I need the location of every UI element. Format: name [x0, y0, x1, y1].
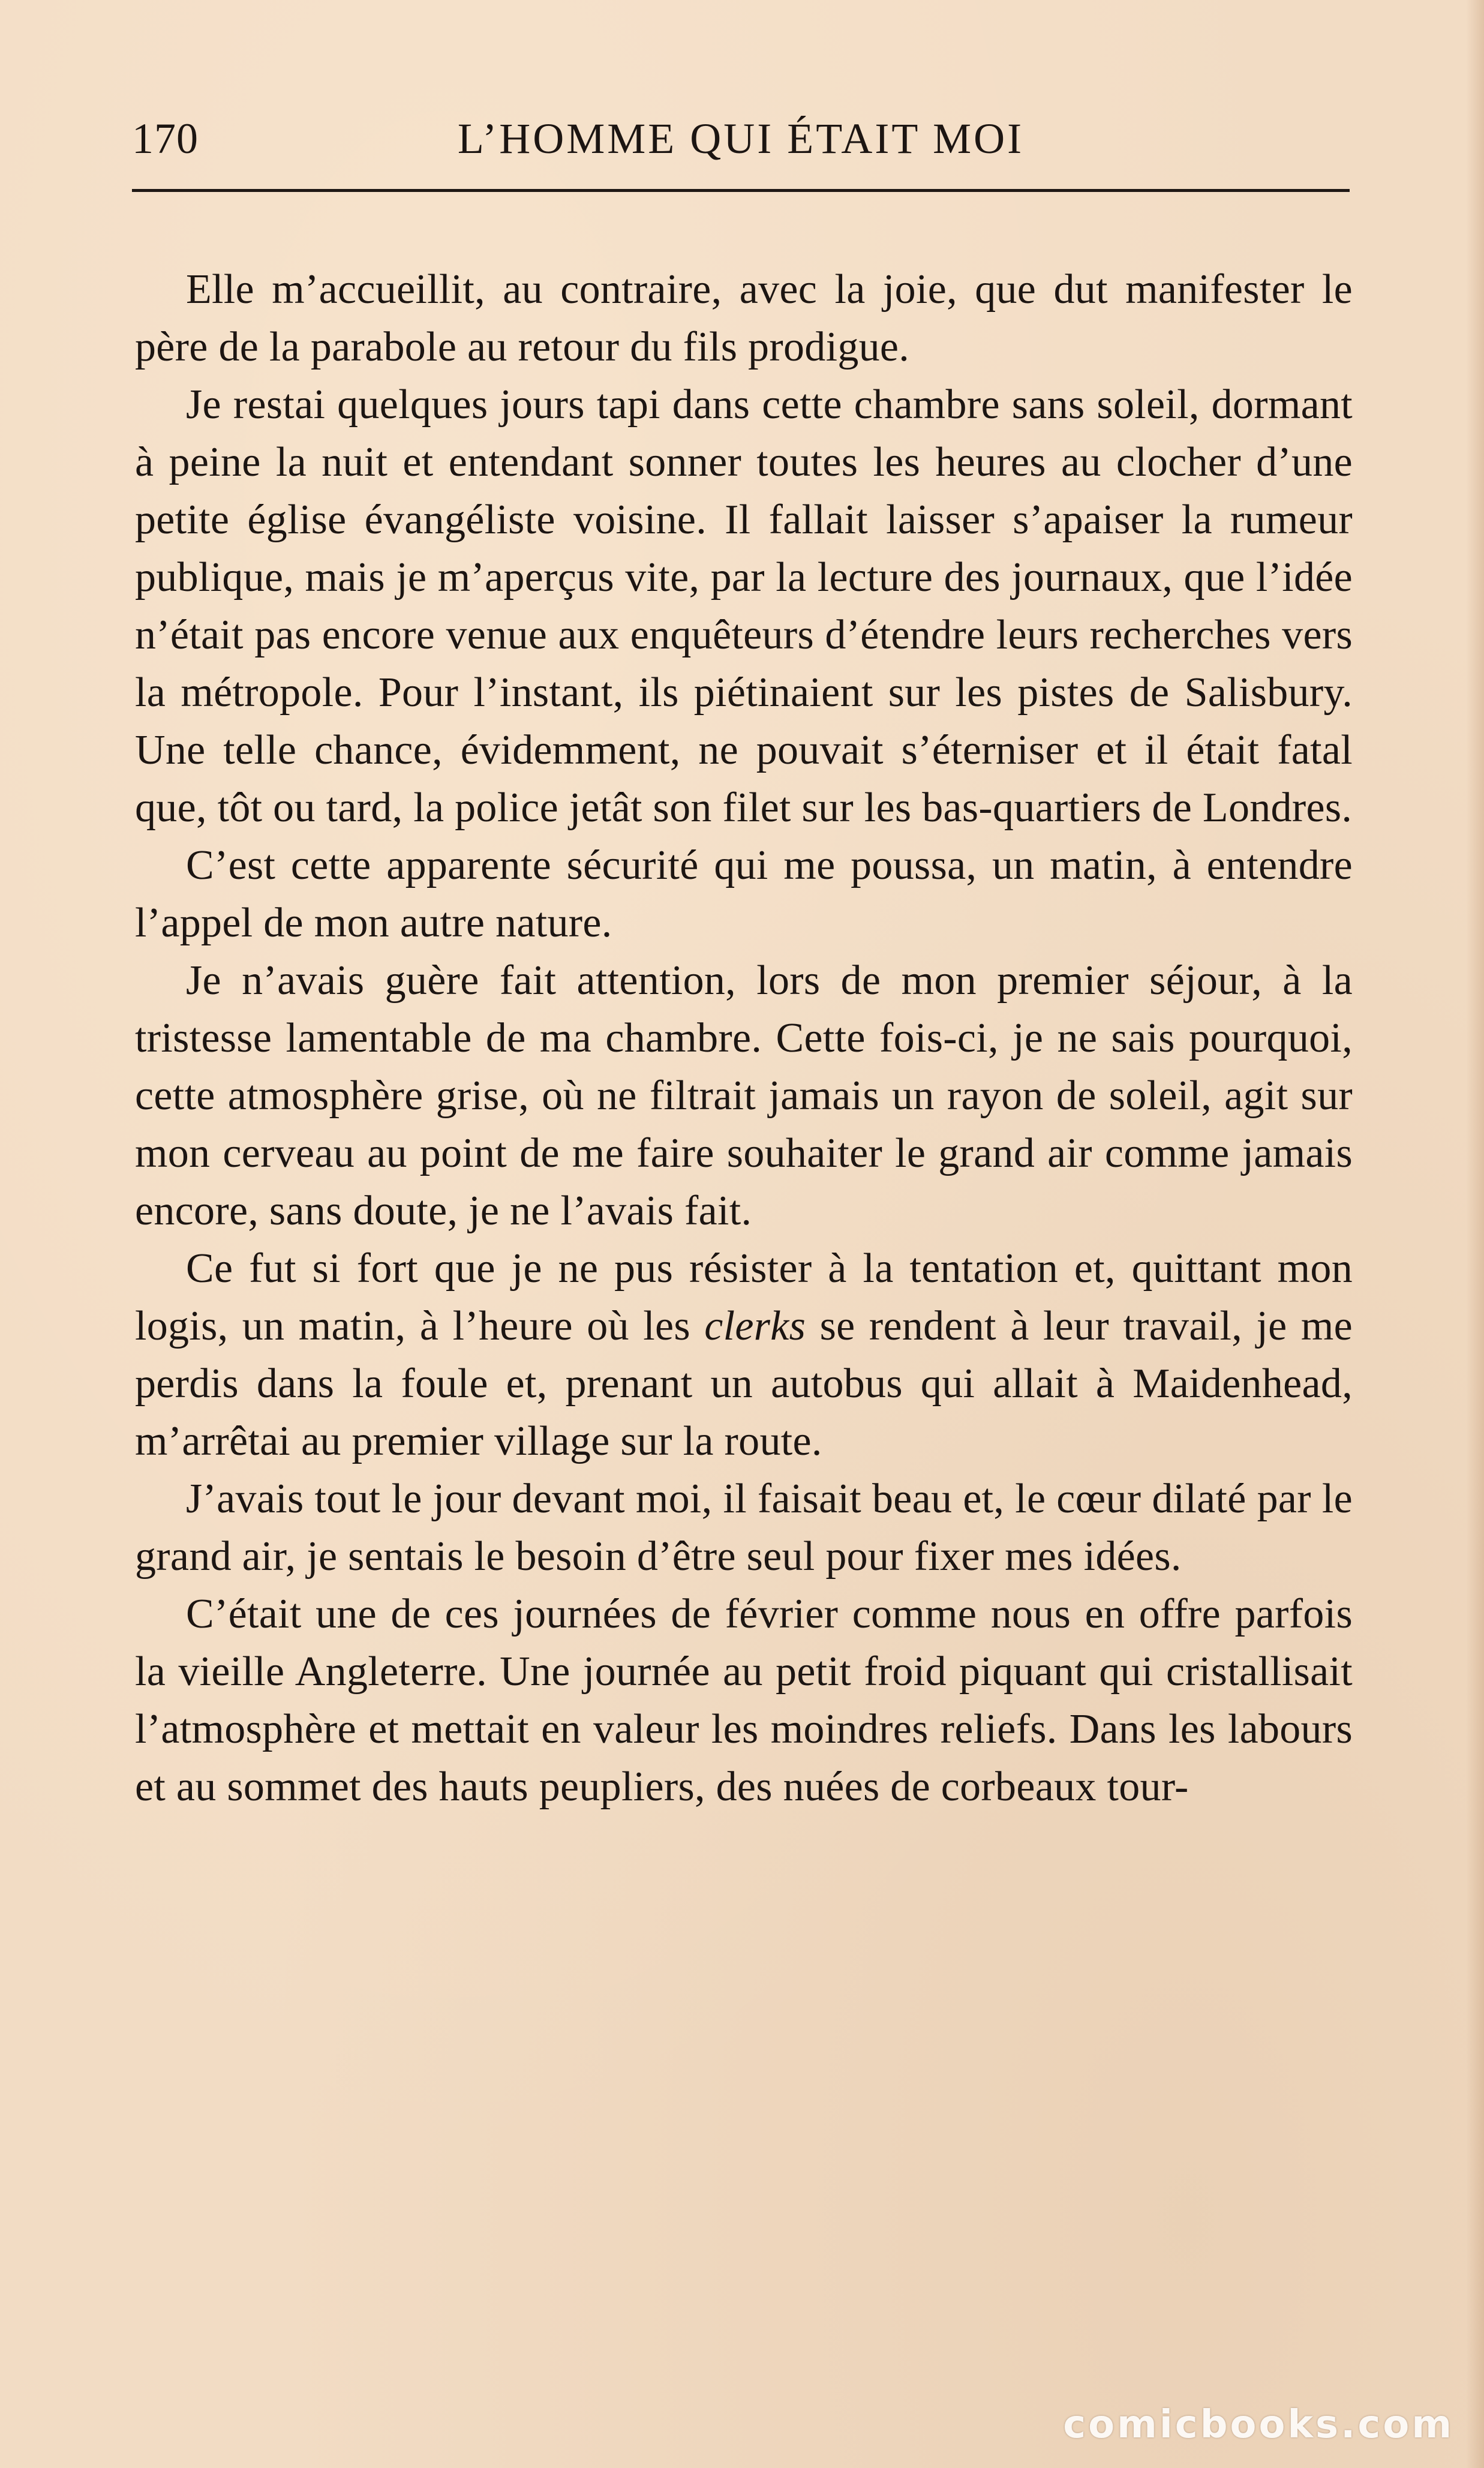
page-number: 170 [132, 115, 199, 163]
page-header [132, 108, 1350, 180]
paragraph: J’avais tout le jour devant moi, il faisait beau et, le cœur dilaté par le grand air, je sentais le besoin d’être seul pour fixer mes idées. [135, 1476, 1353, 1580]
paragraph-text-after: se rendent à leur travail, je me perdis dans la foule et, prenant un autobus qui allait à Maidenhead, m’arrêtai au premier village sur la route. [135, 1303, 1353, 1464]
paragraph: Elle m’accueillit, au contraire, avec la joie, que dut manifester le père de la parabole au retour du fils prodigue. [135, 266, 1353, 370]
paragraph: C’est cette apparente sécurité qui me poussa, un matin, à entendre l’appel de mon autre nature. [135, 842, 1353, 946]
italic-word: clerks [704, 1303, 806, 1349]
paragraph-with-italic [135, 1240, 1353, 1470]
paragraph: Je restai quelques jours tapi dans cette chambre sans soleil, dormant à peine la nuit et entendant sonner toutes les heures au clocher d’une petite église évangéliste voisine. Il fallait laisser s’apaiser la rumeur publique, mais je m’aperçus vite, par la lecture des journaux, que l’idée n’était pas encore venue aux enquêteurs d’étendre leurs recherches vers la métropole. Pour l’instant, ils piétinaient sur les pistes de Salisbury. Une telle chance, évidemment, ne pouvait s’éterniser et il était fatal que, tôt ou tard, la police jetât son filet sur les bas-quartiers de Londres. [135, 382, 1353, 831]
body-text [135, 261, 1353, 1816]
page-edge-shadow [1466, 0, 1484, 2468]
watermark: comicbooks.com [1063, 2403, 1454, 2447]
running-title: L’HOMME QUI ÉTAIT MOI [457, 115, 1025, 163]
paragraph: C’était une de ces journées de février comme nous en offre parfois la vieille Angleterre. Une journée au petit froid piquant qui cristallisait l’atmosphère et mettait en valeur les moindres reliefs. Dans les labours et au sommet des hauts peupliers, des nuées de corbeaux tour- [135, 1591, 1353, 1810]
paragraph-text-before: Ce fut si fort que je ne pus résister à la tentation et, quittant mon logis, un matin, à l’heure où les [135, 1245, 1353, 1349]
paragraph: Je n’avais guère fait attention, lors de mon premier séjour, à la tristesse lamentable de ma chambre. Cette fois-ci, je ne sais pourquoi, cette atmosphère grise, où ne filtrait jamais un rayon de soleil, agit sur mon cerveau au point de me faire souhaiter le grand air comme jamais encore, sans doute, je ne l’avais fait. [135, 957, 1353, 1234]
header-rule [132, 189, 1350, 192]
